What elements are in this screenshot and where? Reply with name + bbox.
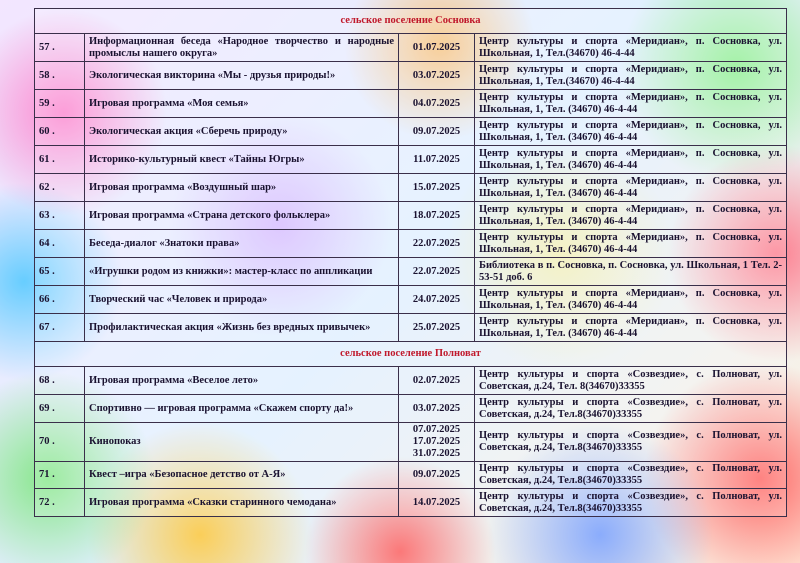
event-date: 11.07.2025 xyxy=(413,153,460,165)
event-place: Центр культуры и спорта «Созвездие», с. Полноват, ул. Советская, д.24, Тел.8(34670)33355 xyxy=(475,395,787,423)
table-row xyxy=(35,230,787,258)
schedule-sheet xyxy=(34,8,786,517)
event-dates xyxy=(399,62,475,90)
event-number: 61 . xyxy=(35,146,85,174)
event-place: Центр культуры и спорта «Созвездие», с. Полноват, ул. Советская, д.24, Тел.8(34670)33355 xyxy=(475,462,787,489)
event-date: 03.07.2025 xyxy=(412,69,461,81)
event-title: Игровая программа «Моя семья» xyxy=(85,90,399,118)
table-row xyxy=(35,462,787,489)
event-title: Историко-культурный квест «Тайны Югры» xyxy=(85,146,399,174)
event-date: 17.07.2025 xyxy=(412,436,461,447)
events-table-body xyxy=(35,9,787,517)
events-table xyxy=(34,8,787,517)
event-number: 65 . xyxy=(35,258,85,286)
event-number: 64 . xyxy=(35,230,85,258)
table-row xyxy=(35,258,787,286)
event-date: 01.07.2025 xyxy=(412,41,461,53)
event-dates xyxy=(399,230,475,258)
event-place: Центр культуры и спорта «Меридиан», п. Сосновка, ул. Школьная, 1, Тел. (34670) 46-4-44 xyxy=(475,146,787,174)
event-dates xyxy=(399,174,475,202)
event-place: Центр культуры и спорта «Меридиан», п. Сосновка, ул. Школьная, 1, Тел. (34670) 46-4-44 xyxy=(475,118,787,146)
table-row xyxy=(35,367,787,395)
event-place: Центр культуры и спорта «Меридиан», п. Сосновка, ул. Школьная, 1, Тел. (34670) 46-4-44 xyxy=(475,174,787,202)
table-row xyxy=(35,395,787,423)
event-title: Квест –игра «Безопасное детство от А-Я» xyxy=(85,462,399,489)
table-row xyxy=(35,174,787,202)
event-title: Информационная беседа «Народное творчество и народные промыслы нашего округа» xyxy=(85,34,399,62)
event-number: 67 . xyxy=(35,314,85,342)
section-header-row xyxy=(35,9,787,34)
table-row xyxy=(35,314,787,342)
event-dates xyxy=(399,202,475,230)
event-number: 70 . xyxy=(35,423,85,462)
event-dates xyxy=(399,90,475,118)
event-number: 72 . xyxy=(35,489,85,517)
event-date: 02.07.2025 xyxy=(412,374,461,386)
event-number: 68 . xyxy=(35,367,85,395)
event-place: Центр культуры и спорта «Меридиан», п. Сосновка, ул. Школьная, 1, Тел. (34670) 46-4-44 xyxy=(475,286,787,314)
event-place: Центр культуры и спорта «Меридиан», п. Сосновка, ул. Школьная, 1, Тел. (34670) 46-4-44 xyxy=(475,202,787,230)
event-title: «Игрушки родом из книжки»: мастер-класс по аппликации xyxy=(85,258,399,286)
event-date: 09.07.2025 xyxy=(412,125,461,137)
event-place: Центр культуры и спорта «Созвездие», с. Полноват, ул. Советская, д.24, Тел.8(34670)33355 xyxy=(475,489,787,517)
event-date: 22.07.2025 xyxy=(412,265,461,277)
event-number: 60 . xyxy=(35,118,85,146)
event-date: 09.07.2025 xyxy=(412,469,461,480)
section-title: сельское поселение Полноват xyxy=(35,342,787,367)
event-place: Библиотека в п. Сосновка, п. Сосновка, ул. Школьная, 1 Тел. 2-53-51 доб. 6 xyxy=(475,258,787,286)
event-date: 15.07.2025 xyxy=(412,181,461,193)
table-row xyxy=(35,489,787,517)
event-number: 59 . xyxy=(35,90,85,118)
event-date: 22.07.2025 xyxy=(412,237,461,249)
event-date: 03.07.2025 xyxy=(412,402,461,414)
section-title: сельское поселение Сосновка xyxy=(35,9,787,34)
event-dates xyxy=(399,286,475,314)
event-date: 25.07.2025 xyxy=(412,321,461,333)
table-row xyxy=(35,118,787,146)
event-date: 14.07.2025 xyxy=(412,496,461,508)
table-row xyxy=(35,90,787,118)
event-dates xyxy=(399,258,475,286)
event-dates xyxy=(399,314,475,342)
event-dates xyxy=(399,34,475,62)
event-title: Спортивно — игровая программа «Скажем спорту да!» xyxy=(85,395,399,423)
event-place: Центр культуры и спорта «Созвездие», с. Полноват, ул. Советская, д.24, Тел.8(34670)33355 xyxy=(475,423,787,462)
event-number: 63 . xyxy=(35,202,85,230)
event-dates xyxy=(399,395,475,423)
event-date: 07.07.2025 xyxy=(412,424,461,435)
event-title: Игровая программа «Веселое лето» xyxy=(85,367,399,395)
section-header-row xyxy=(35,342,787,367)
table-row xyxy=(35,423,787,462)
event-dates xyxy=(399,146,475,174)
table-row xyxy=(35,202,787,230)
event-date: 31.07.2025 xyxy=(412,448,461,459)
event-title: Кинопоказ xyxy=(85,423,399,462)
event-title: Экологическая акция «Сберечь природу» xyxy=(85,118,399,146)
event-title: Игровая программа «Воздушный шар» xyxy=(85,174,399,202)
event-dates xyxy=(399,462,475,489)
event-dates xyxy=(399,118,475,146)
event-place: Центр культуры и спорта «Созвездие», с. Полноват, ул. Советская, д.24, Тел. 8(34670)33355 xyxy=(475,367,787,395)
event-date: 18.07.2025 xyxy=(412,209,461,221)
event-number: 62 . xyxy=(35,174,85,202)
table-row xyxy=(35,62,787,90)
event-place: Центр культуры и спорта «Меридиан», п. Сосновка, ул. Школьная, 1, Тел.(34670) 46-4-44 xyxy=(475,62,787,90)
event-title: Игровая программа «Сказки старинного чемодана» xyxy=(85,489,399,517)
event-number: 58 . xyxy=(35,62,85,90)
event-number: 57 . xyxy=(35,34,85,62)
event-date: 04.07.2025 xyxy=(412,97,461,109)
event-number: 69 . xyxy=(35,395,85,423)
event-dates xyxy=(399,489,475,517)
event-dates xyxy=(399,423,475,462)
event-place: Центр культуры и спорта «Меридиан», п. Сосновка, ул. Школьная, 1, Тел. (34670) 46-4-44 xyxy=(475,314,787,342)
event-place: Центр культуры и спорта «Меридиан», п. Сосновка, ул. Школьная, 1, Тел. (34670) 46-4-44 xyxy=(475,90,787,118)
event-number: 66 . xyxy=(35,286,85,314)
event-place: Центр культуры и спорта «Меридиан», п. Сосновка, ул. Школьная, 1, Тел.(34670) 46-4-44 xyxy=(475,34,787,62)
event-title: Профилактическая акция «Жизнь без вредных привычек» xyxy=(85,314,399,342)
event-dates xyxy=(399,367,475,395)
table-row xyxy=(35,286,787,314)
event-title: Беседа-диалог «Знатоки права» xyxy=(85,230,399,258)
table-row xyxy=(35,146,787,174)
event-title: Творческий час «Человек и природа» xyxy=(85,286,399,314)
table-row xyxy=(35,34,787,62)
event-date: 24.07.2025 xyxy=(412,293,461,305)
event-number: 71 . xyxy=(35,462,85,489)
event-place: Центр культуры и спорта «Меридиан», п. Сосновка, ул. Школьная, 1, Тел. (34670) 46-4-44 xyxy=(475,230,787,258)
event-title: Игровая программа «Страна детского фольклера» xyxy=(85,202,399,230)
event-title: Экологическая викторина «Мы - друзья природы!» xyxy=(85,62,399,90)
